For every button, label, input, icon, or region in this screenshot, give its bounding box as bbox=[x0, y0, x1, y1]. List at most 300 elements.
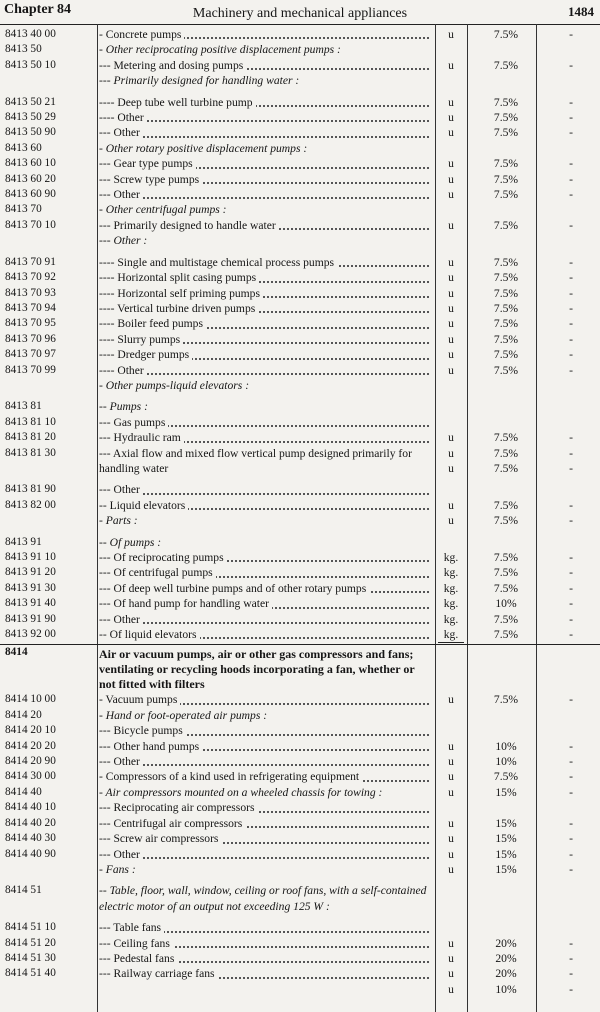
item-description bbox=[99, 286, 429, 301]
unit: u bbox=[448, 157, 454, 171]
item-description bbox=[99, 708, 429, 723]
description-text: - Vacuum pumps bbox=[99, 693, 180, 706]
item-description bbox=[99, 498, 429, 513]
duty-rate: 7.5% bbox=[493, 566, 519, 580]
unit: u bbox=[448, 770, 454, 784]
unit: u bbox=[448, 58, 454, 72]
dot-leader bbox=[99, 136, 429, 138]
tariff-code: 8414 40 30 bbox=[5, 832, 56, 845]
duty-rate: 7.5% bbox=[493, 581, 519, 595]
tariff-code: 8414 20 bbox=[5, 708, 42, 721]
tariff-code: 8413 50 29 bbox=[5, 111, 56, 124]
item-description bbox=[99, 883, 429, 914]
duty-rate: 10% bbox=[495, 982, 517, 996]
preferential-rate: - bbox=[569, 317, 573, 331]
duty-rate: 7.5% bbox=[493, 58, 519, 72]
duty-rate: 7.5% bbox=[493, 188, 519, 202]
description-text: --- Screw air compressors bbox=[99, 832, 221, 845]
tariff-code: 8414 20 10 bbox=[5, 724, 56, 737]
table-row bbox=[0, 754, 600, 769]
description-text: - Compressors of a kind used in refrigerating equipment bbox=[99, 770, 362, 783]
item-description bbox=[99, 596, 429, 611]
preferential-rate: - bbox=[569, 271, 573, 285]
description-text: - Other reciprocating positive displacement pumps : bbox=[99, 43, 344, 56]
item-description bbox=[99, 141, 429, 156]
unit: u bbox=[448, 862, 454, 876]
item-description bbox=[99, 982, 429, 997]
item-description bbox=[99, 255, 429, 270]
duty-rate: 15% bbox=[495, 847, 517, 861]
table-row bbox=[0, 187, 600, 202]
duty-rate: 7.5% bbox=[493, 172, 519, 186]
dot-leader bbox=[99, 622, 429, 624]
tariff-code: 8413 70 97 bbox=[5, 348, 56, 361]
tariff-code: 8413 81 90 bbox=[5, 483, 56, 496]
unit: u bbox=[448, 847, 454, 861]
table-row bbox=[0, 415, 600, 430]
unit: kg. bbox=[443, 581, 459, 595]
unit: u bbox=[448, 301, 454, 315]
tariff-code: 8414 51 40 bbox=[5, 967, 56, 980]
tariff-code: 8413 60 90 bbox=[5, 188, 56, 201]
unit: u bbox=[448, 431, 454, 445]
description-text: --- Other : bbox=[99, 234, 150, 247]
table-row bbox=[0, 141, 600, 156]
tariff-code: 8413 91 30 bbox=[5, 581, 56, 594]
preferential-rate: - bbox=[569, 770, 573, 784]
item-description bbox=[99, 399, 429, 414]
description-text: ---- Slurry pumps bbox=[99, 333, 183, 346]
duty-rate: 7.5% bbox=[493, 693, 519, 707]
description-text: --- Other bbox=[99, 483, 143, 496]
preferential-rate: - bbox=[569, 755, 573, 769]
table-row bbox=[0, 399, 600, 414]
item-description bbox=[99, 769, 429, 784]
description-text: - Parts : bbox=[99, 514, 141, 527]
unit: u bbox=[448, 126, 454, 140]
tariff-code: 8413 70 93 bbox=[5, 286, 56, 299]
tariff-code: 8413 91 10 bbox=[5, 551, 56, 563]
table-row bbox=[0, 883, 600, 914]
duty-rate: 7.5% bbox=[493, 628, 519, 642]
duty-rate: 15% bbox=[495, 862, 517, 876]
description-text: --- Other hand pumps bbox=[99, 740, 202, 753]
unit: u bbox=[448, 286, 454, 300]
table-row bbox=[0, 498, 600, 513]
description-text: --- Other bbox=[99, 613, 143, 626]
description-text: --- Ceiling fans bbox=[99, 937, 173, 950]
unit: u bbox=[448, 28, 454, 41]
description-text bbox=[99, 983, 102, 996]
item-description bbox=[99, 550, 429, 565]
description-text: ---- Other bbox=[99, 364, 147, 377]
unit: u bbox=[448, 739, 454, 753]
table-row bbox=[0, 332, 600, 347]
duty-rate: 15% bbox=[495, 785, 517, 799]
tariff-code: 8413 82 00 bbox=[5, 498, 56, 511]
duty-rate: 7.5% bbox=[493, 461, 519, 475]
item-description bbox=[99, 936, 429, 951]
unit: u bbox=[448, 111, 454, 125]
preferential-rate: - bbox=[569, 816, 573, 830]
description-text: -- Liquid elevators bbox=[99, 499, 188, 512]
description-text: ---- Horizontal split casing pumps bbox=[99, 271, 259, 284]
item-description bbox=[99, 202, 429, 217]
tariff-code: 8413 91 bbox=[5, 535, 42, 548]
description-text: --- Other bbox=[99, 755, 143, 768]
table-row bbox=[0, 233, 600, 248]
tariff-code: 8413 70 95 bbox=[5, 317, 56, 330]
tariff-code: 8413 70 10 bbox=[5, 218, 56, 231]
duty-rate: 7.5% bbox=[493, 514, 519, 528]
item-description bbox=[99, 172, 429, 187]
table-row bbox=[0, 316, 600, 331]
item-description bbox=[99, 565, 429, 580]
tariff-code: 8414 51 30 bbox=[5, 951, 56, 964]
duty-rate: 7.5% bbox=[493, 271, 519, 285]
preferential-rate: - bbox=[569, 936, 573, 950]
page-header bbox=[0, 0, 600, 25]
preferential-rate: - bbox=[569, 255, 573, 269]
table-row bbox=[0, 461, 600, 476]
item-description bbox=[99, 301, 429, 316]
tariff-code: 8413 91 90 bbox=[5, 612, 56, 625]
unit: u bbox=[448, 95, 454, 109]
item-description bbox=[99, 692, 429, 707]
item-description bbox=[99, 723, 429, 738]
table-row bbox=[0, 125, 600, 140]
unit: kg. bbox=[443, 566, 459, 580]
table-row bbox=[0, 816, 600, 831]
preferential-rate: - bbox=[569, 188, 573, 202]
unit: u bbox=[448, 693, 454, 707]
description-text: --- Of deep well turbine pumps and of other rotary pumps bbox=[99, 582, 369, 595]
item-description bbox=[99, 42, 429, 57]
preferential-rate: - bbox=[569, 95, 573, 109]
unit: u bbox=[448, 218, 454, 232]
duty-rate: 7.5% bbox=[493, 551, 519, 564]
preferential-rate: - bbox=[569, 612, 573, 626]
preferential-rate: - bbox=[569, 862, 573, 876]
item-description bbox=[99, 627, 429, 642]
table-row bbox=[0, 982, 600, 997]
unit: u bbox=[448, 271, 454, 285]
chapter-title: Machinery and mechanical appliances bbox=[192, 6, 408, 21]
duty-rate: 7.5% bbox=[493, 111, 519, 125]
preferential-rate: - bbox=[569, 597, 573, 611]
table-row bbox=[0, 739, 600, 754]
unit: u bbox=[448, 317, 454, 331]
tariff-code: 8413 92 00 bbox=[5, 628, 56, 641]
preferential-rate: - bbox=[569, 693, 573, 707]
item-description bbox=[99, 482, 429, 497]
preferential-rate: - bbox=[569, 286, 573, 300]
item-description bbox=[99, 461, 429, 476]
description-text: --- Of hand pump for handling water bbox=[99, 597, 272, 610]
unit: kg. bbox=[438, 627, 464, 643]
duty-rate: 10% bbox=[495, 755, 517, 769]
preferential-rate: - bbox=[569, 348, 573, 362]
table-row bbox=[0, 218, 600, 233]
tariff-code: 8413 50 10 bbox=[5, 58, 56, 71]
tariff-code: 8414 51 10 bbox=[5, 921, 56, 934]
unit: u bbox=[448, 446, 454, 460]
preferential-rate: - bbox=[569, 739, 573, 753]
preferential-rate: - bbox=[569, 982, 573, 996]
duty-rate: 20% bbox=[495, 936, 517, 950]
duty-rate: 7.5% bbox=[493, 348, 519, 362]
item-description bbox=[99, 920, 429, 935]
tariff-code: 8413 91 20 bbox=[5, 566, 56, 579]
item-description bbox=[99, 430, 429, 445]
description-text: - Fans : bbox=[99, 863, 139, 876]
description-text: --- Centrifugal air compressors bbox=[99, 817, 245, 830]
tariff-code: 8413 60 bbox=[5, 141, 42, 154]
preferential-rate: - bbox=[569, 514, 573, 528]
preferential-rate: - bbox=[569, 446, 573, 460]
unit: kg. bbox=[443, 597, 459, 611]
preferential-rate: - bbox=[569, 566, 573, 580]
duty-rate: 7.5% bbox=[493, 126, 519, 140]
description-text: - Concrete pumps bbox=[99, 28, 184, 41]
table-row bbox=[0, 378, 600, 393]
table-row bbox=[0, 482, 600, 497]
unit: u bbox=[448, 982, 454, 996]
tariff-code: 8413 70 bbox=[5, 203, 42, 216]
preferential-rate: - bbox=[569, 28, 573, 41]
dot-leader bbox=[99, 764, 429, 766]
description-text: handling water bbox=[99, 462, 171, 475]
item-description bbox=[99, 612, 429, 627]
item-description bbox=[99, 95, 429, 110]
description-text: -- Pumps : bbox=[99, 400, 151, 413]
duty-rate: 15% bbox=[495, 832, 517, 846]
table-row bbox=[0, 920, 600, 935]
item-description bbox=[99, 800, 429, 815]
description-text: --- Other bbox=[99, 126, 143, 139]
table-row bbox=[0, 550, 600, 565]
description-text: --- Gear type pumps bbox=[99, 157, 196, 170]
preferential-rate: - bbox=[569, 832, 573, 846]
unit: u bbox=[448, 348, 454, 362]
table-row bbox=[0, 708, 600, 723]
item-description bbox=[99, 513, 429, 528]
item-description bbox=[99, 847, 429, 862]
description-text: ---- Vertical turbine driven pumps bbox=[99, 302, 258, 315]
table-row bbox=[0, 627, 600, 642]
tariff-table bbox=[0, 27, 600, 997]
table-row bbox=[0, 255, 600, 270]
unit: u bbox=[448, 951, 454, 965]
item-description bbox=[99, 156, 429, 171]
description-text: --- Bicycle pumps bbox=[99, 724, 186, 737]
description-text: ---- Single and multistage chemical process pumps bbox=[99, 256, 337, 269]
tariff-code: 8414 40 20 bbox=[5, 816, 56, 829]
description-text: Air or vacuum pumps, air or other gas compressors and fans; ventilating or recycling hoods incorporating a fan, whether or not fitted with filters bbox=[99, 647, 415, 692]
table-row bbox=[0, 966, 600, 981]
duty-rate: 10% bbox=[495, 597, 517, 611]
dot-leader bbox=[99, 493, 429, 495]
table-row bbox=[0, 847, 600, 862]
table-row bbox=[0, 692, 600, 707]
description-text: - Other pumps-liquid elevators : bbox=[99, 379, 252, 392]
item-description bbox=[99, 218, 429, 233]
item-description bbox=[99, 816, 429, 831]
tariff-code: 8414 40 10 bbox=[5, 801, 56, 814]
tariff-code: 8414 30 00 bbox=[5, 770, 56, 783]
dot-leader bbox=[99, 120, 429, 122]
item-description bbox=[99, 233, 429, 248]
table-row bbox=[0, 831, 600, 846]
table-row bbox=[0, 27, 600, 42]
preferential-rate: - bbox=[569, 431, 573, 445]
table-row bbox=[0, 936, 600, 951]
description-text: - Hand or foot-operated air pumps : bbox=[99, 709, 270, 722]
tariff-code: 8414 40 90 bbox=[5, 847, 56, 860]
description-text: --- Screw type pumps bbox=[99, 173, 202, 186]
table-row bbox=[0, 73, 600, 88]
description-text: --- Of centrifugal pumps bbox=[99, 566, 216, 579]
description-text: ---- Dredger pumps bbox=[99, 348, 192, 361]
item-description bbox=[99, 647, 429, 692]
duty-rate: 7.5% bbox=[493, 255, 519, 269]
tariff-code: 8413 60 20 bbox=[5, 172, 56, 185]
preferential-rate: - bbox=[569, 498, 573, 512]
unit: u bbox=[448, 936, 454, 950]
duty-rate: 15% bbox=[495, 816, 517, 830]
duty-rate: 7.5% bbox=[493, 218, 519, 232]
item-description bbox=[99, 347, 429, 362]
unit: u bbox=[448, 461, 454, 475]
table-row bbox=[0, 95, 600, 110]
unit: u bbox=[448, 832, 454, 846]
table-row bbox=[0, 347, 600, 362]
unit: u bbox=[448, 514, 454, 528]
duty-rate: 7.5% bbox=[493, 498, 519, 512]
tariff-code: 8414 bbox=[5, 646, 28, 659]
table-row bbox=[0, 644, 600, 692]
table-row bbox=[0, 42, 600, 57]
description-text: -- Table, floor, wall, window, ceiling or roof fans, with a self-contained electric motor of an output not exceeding 125 W : bbox=[99, 884, 427, 913]
item-description bbox=[99, 27, 429, 42]
item-description bbox=[99, 58, 429, 73]
dot-leader bbox=[99, 373, 429, 375]
tariff-code: 8413 70 91 bbox=[5, 255, 56, 268]
duty-rate: 7.5% bbox=[493, 332, 519, 346]
description-text: --- Metering and dosing pumps bbox=[99, 59, 246, 72]
tariff-code: 8413 70 96 bbox=[5, 332, 56, 345]
description-text: --- Axial flow and mixed flow vertical pump designed primarily for bbox=[99, 447, 415, 460]
description-text: - Other centrifugal pumps : bbox=[99, 203, 230, 216]
item-description bbox=[99, 187, 429, 202]
unit: u bbox=[448, 755, 454, 769]
table-row bbox=[0, 286, 600, 301]
description-text: --- Railway carriage fans bbox=[99, 967, 218, 980]
tariff-code: 8414 51 bbox=[5, 884, 42, 897]
duty-rate: 20% bbox=[495, 967, 517, 981]
unit: u bbox=[448, 498, 454, 512]
dot-leader bbox=[99, 197, 429, 199]
tariff-code: 8413 81 30 bbox=[5, 446, 56, 459]
description-text: -- Of liquid elevators bbox=[99, 628, 200, 641]
duty-rate: 10% bbox=[495, 739, 517, 753]
description-text: - Other rotary positive displacement pumps : bbox=[99, 142, 310, 155]
table-row bbox=[0, 301, 600, 316]
tariff-code: 8413 81 20 bbox=[5, 431, 56, 444]
preferential-rate: - bbox=[569, 785, 573, 799]
description-text: --- Other bbox=[99, 188, 143, 201]
description-text: --- Table fans bbox=[99, 921, 164, 934]
duty-rate: 7.5% bbox=[493, 28, 519, 41]
preferential-rate: - bbox=[569, 581, 573, 595]
preferential-rate: - bbox=[569, 951, 573, 965]
description-text: - Air compressors mounted on a wheeled chassis for towing : bbox=[99, 786, 385, 799]
item-description bbox=[99, 785, 429, 800]
item-description bbox=[99, 270, 429, 285]
item-description bbox=[99, 966, 429, 981]
duty-rate: 7.5% bbox=[493, 431, 519, 445]
unit: u bbox=[448, 785, 454, 799]
description-text: ---- Horizontal self priming pumps bbox=[99, 287, 263, 300]
item-description bbox=[99, 73, 429, 88]
preferential-rate: - bbox=[569, 332, 573, 346]
preferential-rate: - bbox=[569, 58, 573, 72]
preferential-rate: - bbox=[569, 847, 573, 861]
item-description bbox=[99, 862, 429, 877]
tariff-code: 8414 51 20 bbox=[5, 936, 56, 949]
description-text: --- Hydraulic ram bbox=[99, 431, 184, 444]
tariff-code: 8413 50 90 bbox=[5, 126, 56, 139]
description-text: --- Other bbox=[99, 848, 143, 861]
item-description bbox=[99, 581, 429, 596]
preferential-rate: - bbox=[569, 363, 573, 377]
item-description bbox=[99, 110, 429, 125]
table-row bbox=[0, 202, 600, 217]
description-text: --- Gas pumps bbox=[99, 416, 168, 429]
table-row bbox=[0, 430, 600, 445]
description-text: --- Reciprocating air compressors bbox=[99, 801, 258, 814]
description-text: -- Of pumps : bbox=[99, 536, 164, 549]
preferential-rate: - bbox=[569, 111, 573, 125]
duty-rate: 7.5% bbox=[493, 446, 519, 460]
duty-rate: 7.5% bbox=[493, 363, 519, 377]
preferential-rate: - bbox=[569, 301, 573, 315]
table-row bbox=[0, 800, 600, 815]
description-text: ---- Other bbox=[99, 111, 147, 124]
unit: u bbox=[448, 188, 454, 202]
page-number: 1484 bbox=[568, 4, 594, 19]
table-row bbox=[0, 58, 600, 73]
item-description bbox=[99, 535, 429, 550]
table-row bbox=[0, 951, 600, 966]
dot-leader bbox=[99, 857, 429, 859]
table-row bbox=[0, 363, 600, 378]
table-row bbox=[0, 110, 600, 125]
preferential-rate: - bbox=[569, 461, 573, 475]
preferential-rate: - bbox=[569, 172, 573, 186]
table-row bbox=[0, 596, 600, 611]
duty-rate: 7.5% bbox=[493, 317, 519, 331]
duty-rate: 20% bbox=[495, 951, 517, 965]
tariff-code: 8413 40 00 bbox=[5, 28, 56, 40]
table-row bbox=[0, 785, 600, 800]
item-description bbox=[99, 446, 429, 461]
item-description bbox=[99, 378, 429, 393]
tariff-code: 8413 81 10 bbox=[5, 415, 56, 428]
tariff-code: 8413 70 94 bbox=[5, 301, 56, 314]
tariff-code: 8413 50 21 bbox=[5, 95, 56, 108]
table-row bbox=[0, 270, 600, 285]
